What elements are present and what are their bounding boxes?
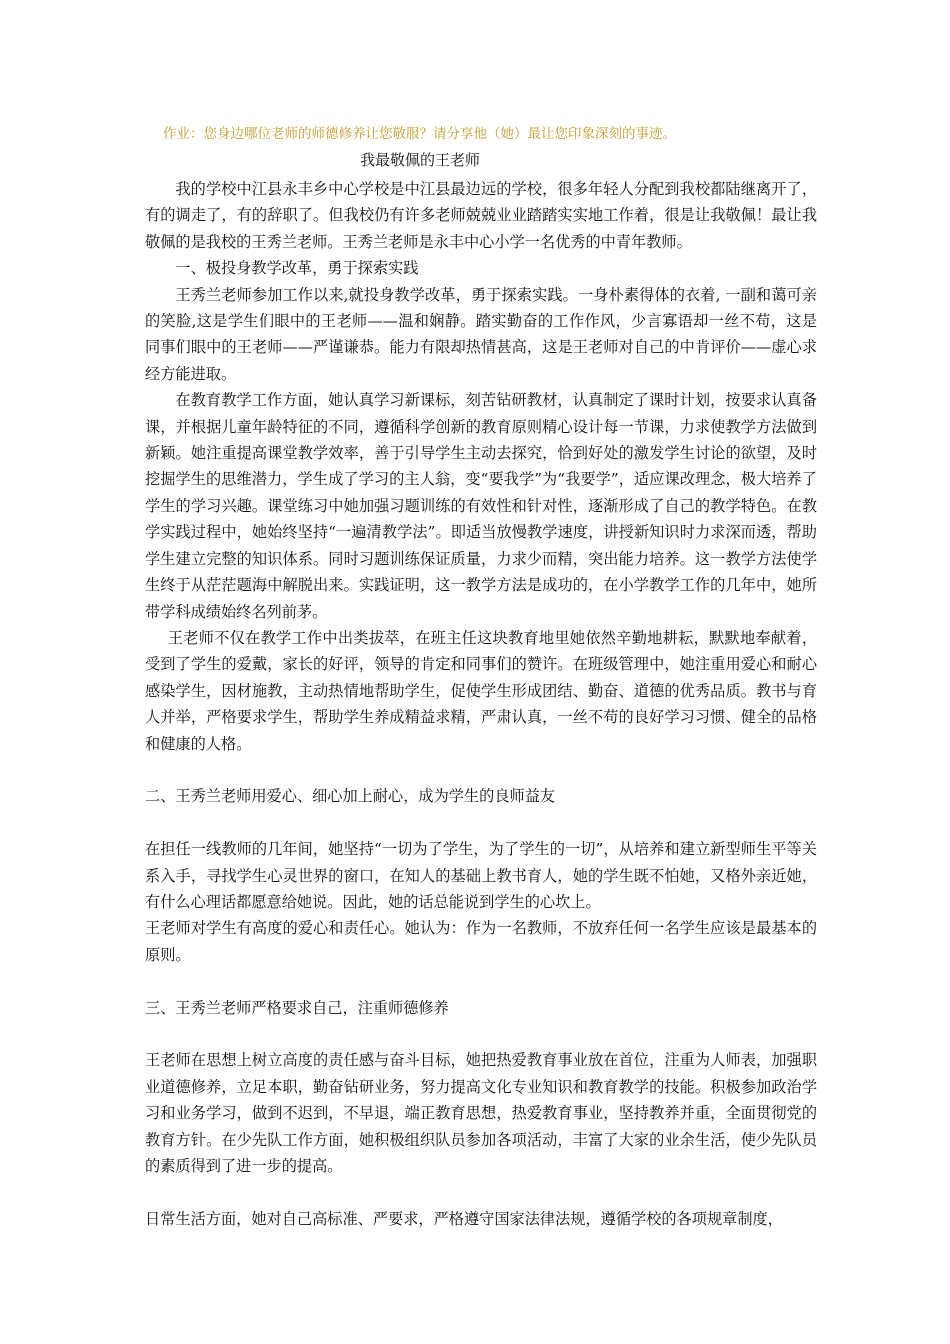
blank-line bbox=[145, 1179, 817, 1205]
paragraph-class-management: 王老师不仅在教学工作中出类拔萃，在班主任这块教育地里她依然辛勤地耕耘，默默地奉献着，受到了学生的爱戴，家长的好评，领导的肯定和同事们的赞许。在班级管理中，她注重用爱心和耐心感染学生，因材施教，主动热情地帮助学生，促使学生形成团结、勤奋、道德的优秀品质。教书与育人并举，严格要求学生，帮助学生养成精益求精，严肃认真，一丝不苟的良好学习习惯、健全的品格和健康的人格。 bbox=[145, 628, 817, 753]
paragraph-ethics: 王老师在思想上树立高度的责任感与奋斗目标，她把热爱教育事业放在首位，注重为人师表，加强职业道德修养，立足本职，勤奋钻研业务，努力提高文化专业知识和教育教学的技能。积极参加政治学习和业务学习，做到不迟到，不早退，端正教育思想，热爱教育事业，坚持教养并重，全面贯彻党的教育方针。在少先队工作方面，她积极组织队员参加各项活动，丰富了大家的业余生活，使少先队员的素质得到了进一步的提高。 bbox=[145, 1051, 817, 1175]
blank-line bbox=[145, 810, 817, 836]
blank-line bbox=[145, 757, 817, 783]
essay-title: 我最敬佩的王老师 bbox=[360, 151, 481, 169]
section-heading-3: 三、王秀兰老师严格要求自己，注重师德修养 bbox=[145, 998, 449, 1017]
paragraph-intro: 我的学校中江县永丰乡中心学校是中江县最边远的学校，很多年轻人分配到我校都陆继离开了，有的调走了，有的辞职了。但我校仍有许多老师兢兢业业踏踏实实地工作着，很是让我敬佩！最让我敬佩的是我校的王秀兰老师。王秀兰老师是永丰中心小学一名优秀的中青年教师。 bbox=[145, 180, 817, 251]
blank-line bbox=[145, 1021, 817, 1047]
paragraph-daily-life: 日常生活方面，她对自己高标准、严要求，严格遵守国家法律法规，遵循学校的各项规章制度， bbox=[145, 1209, 783, 1228]
paragraph-reform: 王秀兰老师参加工作以来,就投身教学改革，勇于探索实践。一身朴素得体的衣着, 一副和蔼可亲的笑脸,这是学生们眼中的王老师——温和娴静。踏实勤奋的工作作风，少言寡语却一丝不苟，这是同事们眼中的王老师——严谨谦恭。能力有限却热情甚高，这是王老师对自己的中肯评价——虚心求经方能进取。 bbox=[145, 285, 817, 383]
paragraph-mentor: 在担任一线教师的几年间，她坚持“一切为了学生，为了学生的一切”，从培养和建立新型师生平等关系入手，寻找学生心灵世界的窗口，在知人的基础上教书育人，她的学生既不怕她，又格外亲近她，有什么心理话都愿意给她说。因此，她的话总能说到学生的心坎上。 bbox=[145, 840, 817, 911]
paragraph-responsibility: 王老师对学生有高度的爱心和责任心。她认为：作为一名教师，不放弃任何一名学生应该是最基本的原则。 bbox=[145, 919, 817, 964]
essay-body bbox=[145, 176, 817, 1232]
assignment-prompt: 作业：您身边哪位老师的师德修养让您敬服？请分享他（她）最让您印象深刻的事迹。 bbox=[163, 126, 676, 142]
paragraph-teaching: 在教育教学工作方面，她认真学习新课标，刻苦钻研教材，认真制定了课时计划，按要求认真备课，并根据儿童年龄特征的不同，遵循科学创新的教育原则精心设计每一节课，力求使教学方法做到新颖。她注重提高课堂教学效率，善于引导学生主动去探究，恰到好处的激发学生讨论的欲望，及时挖掘学生的思维潜力，学生成了学习的主人翁，变“要我学”为“我要学”，适应课改理念，极大培养了学生的学习兴趣。课堂练习中她加强习题训练的有效性和针对性，逐渐形成了自己的教学特色。在教学实践过程中，她始终坚持“一遍清教学法”。即适当放慢教学速度，讲授新知识时力求深而透，帮助学生建立完整的知识体系。同时习题训练保证质量，力求少而精，突出能力培养。这一教学方法使学生终于从茫茫题海中解脱出来。实践证明，这一教学方法是成功的，在小学教学工作的几年中，她所带学科成绩始终名列前茅。 bbox=[145, 391, 817, 621]
section-heading-1: 一、极投身教学改革，勇于探索实践 bbox=[175, 259, 419, 278]
blank-line bbox=[145, 968, 817, 994]
section-heading-2: 二、王秀兰老师用爱心、细心加上耐心，成为学生的良师益友 bbox=[145, 787, 556, 806]
